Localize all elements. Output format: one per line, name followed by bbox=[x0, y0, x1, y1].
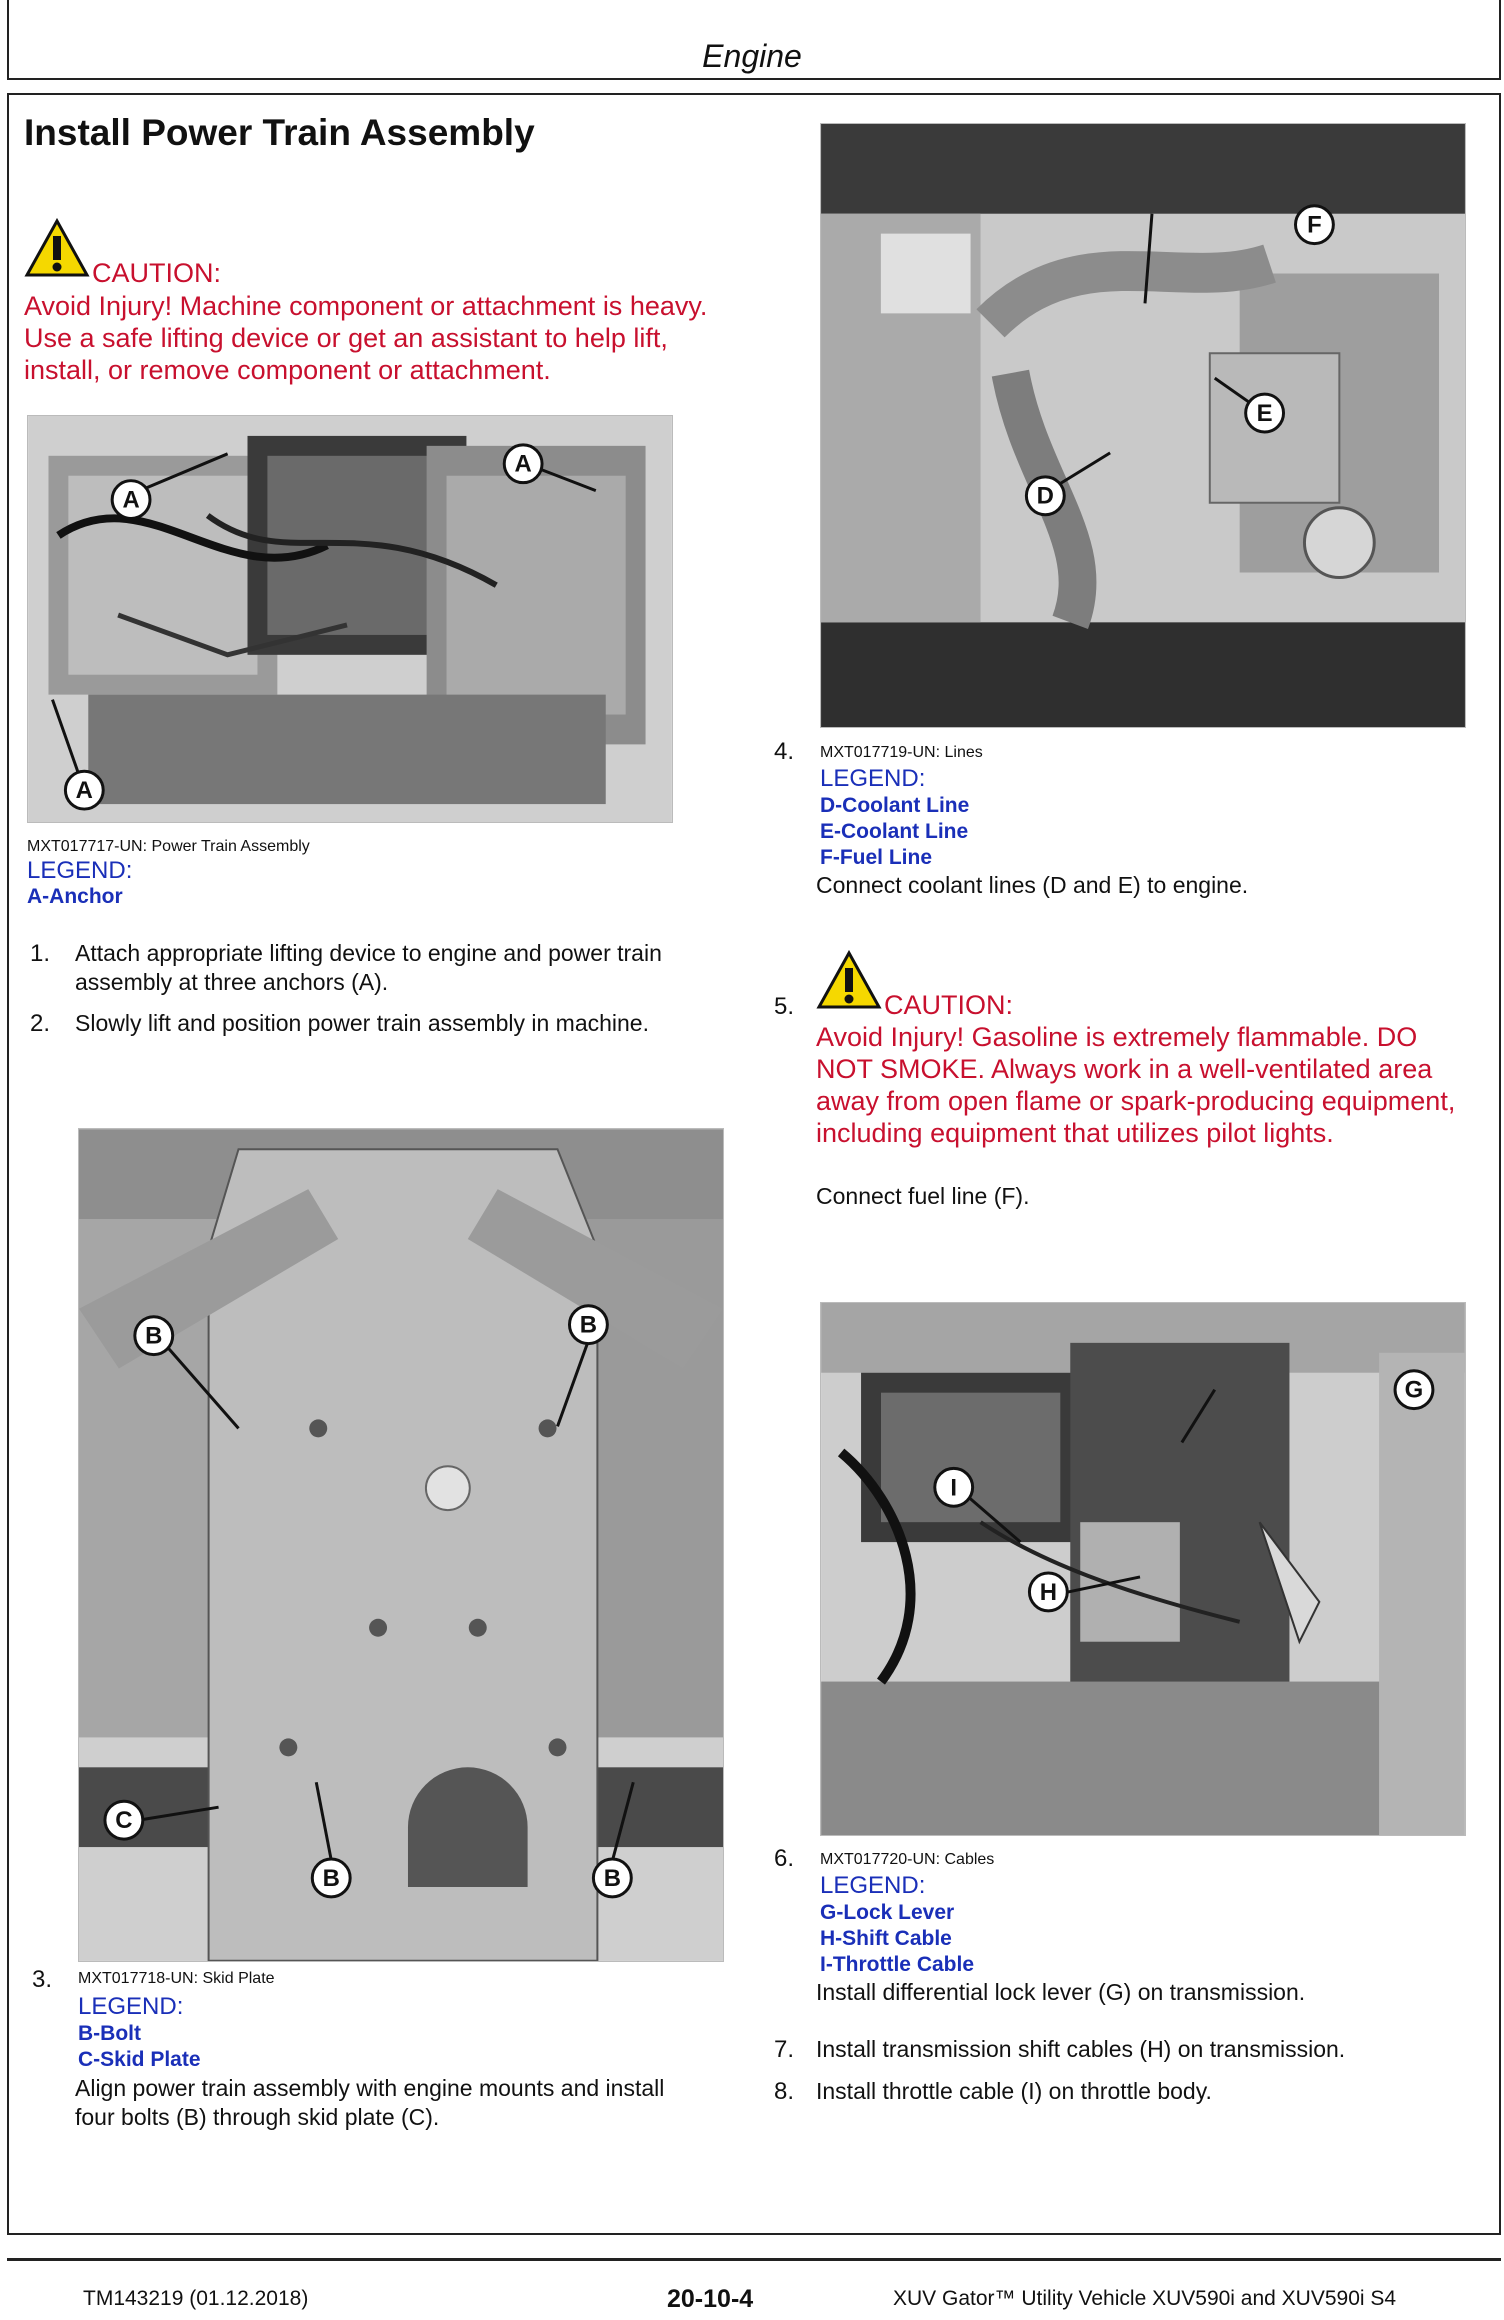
step-number: 8. bbox=[774, 2078, 795, 2105]
legend-item: E-Coolant Line bbox=[820, 820, 969, 843]
caution-line: install, or remove component or attachment. bbox=[24, 355, 551, 385]
caution-line: Avoid Injury! Gasoline is extremely flammable. DO bbox=[816, 1022, 1418, 1052]
step-line: Align power train assembly with engine mounts and install bbox=[75, 2075, 665, 2101]
figure-id: MXT017717-UN: Power Train Assembly bbox=[27, 838, 310, 855]
step-number: 6. bbox=[774, 1845, 795, 1872]
step-text: Connect fuel line (F). bbox=[816, 1183, 1030, 1209]
caution-line: NOT SMOKE. Always work in a well-ventilated area bbox=[816, 1054, 1433, 1084]
legend-title: LEGEND: bbox=[820, 765, 926, 792]
figure-id: MXT017720-UN: Cables bbox=[820, 1851, 995, 1868]
svg-text:F: F bbox=[1307, 211, 1322, 239]
page-header-title: Engine bbox=[702, 38, 802, 74]
caution-line: away from open flame or spark-producing equipment, bbox=[816, 1086, 1456, 1116]
caution-line: Avoid Injury! Machine component or attachment is heavy. bbox=[24, 291, 708, 321]
svg-text:D: D bbox=[1036, 482, 1054, 510]
footer-rule bbox=[7, 2258, 1501, 2261]
step-number: 7. bbox=[774, 2036, 795, 2063]
caution-line: including equipment that utilizes pilot lights. bbox=[816, 1118, 1334, 1148]
step-text: Install transmission shift cables (H) on transmission. bbox=[816, 2036, 1346, 2062]
step-number: 5. bbox=[774, 993, 795, 1020]
figure-skid-plate bbox=[78, 1128, 724, 1962]
skid-plate-illustration bbox=[79, 1129, 723, 1961]
figure-id: MXT017719-UN: Lines bbox=[820, 744, 983, 761]
caution-text bbox=[24, 290, 740, 386]
svg-text:B: B bbox=[322, 1864, 340, 1892]
warning-triangle-icon bbox=[24, 218, 90, 278]
step-number: 3. bbox=[32, 1966, 53, 1993]
caution-label: CAUTION: bbox=[92, 258, 222, 288]
figure-power-train-assembly bbox=[27, 415, 673, 823]
legend-item: G-Lock Lever bbox=[820, 1901, 955, 1924]
legend-item: F-Fuel Line bbox=[820, 846, 932, 869]
step-line: assembly at three anchors (A). bbox=[75, 969, 389, 995]
step-text bbox=[75, 2074, 745, 2132]
caution-line: Use a safe lifting device or get an assistant to help lift, bbox=[24, 323, 668, 353]
svg-text:A: A bbox=[514, 450, 532, 478]
svg-text:B: B bbox=[579, 1311, 598, 1339]
legend-item: H-Shift Cable bbox=[820, 1927, 952, 1950]
step-number: 2. bbox=[30, 1010, 51, 1037]
svg-text:E: E bbox=[1256, 400, 1273, 428]
step-text: Connect coolant lines (D and E) to engine. bbox=[816, 872, 1249, 898]
caution-text bbox=[816, 1021, 1482, 1149]
svg-text:G: G bbox=[1404, 1376, 1424, 1404]
legend-item: I-Throttle Cable bbox=[820, 1953, 975, 1976]
section-title: Install Power Train Assembly bbox=[24, 112, 535, 153]
legend-title: LEGEND: bbox=[27, 857, 133, 884]
step-text bbox=[75, 1009, 745, 1038]
caution-label: CAUTION: bbox=[884, 990, 1014, 1020]
svg-text:C: C bbox=[115, 1807, 133, 1835]
step-number: 1. bbox=[30, 940, 51, 967]
svg-text:A: A bbox=[75, 777, 93, 805]
coolant-lines-illustration bbox=[821, 124, 1465, 727]
legend-item: A-Anchor bbox=[27, 885, 123, 908]
svg-text:A: A bbox=[122, 486, 140, 514]
step-line: four bolts (B) through skid plate (C). bbox=[75, 2104, 440, 2130]
legend-title: LEGEND: bbox=[820, 1872, 926, 1899]
step-line: Attach appropriate lifting device to engine and power train bbox=[75, 940, 662, 966]
figure-cables bbox=[820, 1302, 1466, 1836]
footer-product: XUV Gator™ Utility Vehicle XUV590i and XUV590i S4 bbox=[893, 2287, 1397, 2310]
step-line: Slowly lift and position power train assembly in machine. bbox=[75, 1010, 649, 1036]
figure-lines bbox=[820, 123, 1466, 728]
svg-text:B: B bbox=[603, 1864, 621, 1892]
step-text bbox=[75, 939, 745, 997]
legend-item: C-Skid Plate bbox=[78, 2048, 201, 2071]
footer-page-number: 20-10-4 bbox=[667, 2285, 754, 2313]
legend-item: B-Bolt bbox=[78, 2022, 141, 2045]
warning-triangle-icon bbox=[816, 950, 882, 1010]
figure-id: MXT017718-UN: Skid Plate bbox=[78, 1970, 275, 1987]
svg-text:I: I bbox=[950, 1474, 958, 1502]
engine-illustration bbox=[28, 416, 672, 822]
step-number: 4. bbox=[774, 738, 795, 765]
cables-illustration bbox=[821, 1303, 1465, 1835]
step-text: Install throttle cable (I) on throttle body. bbox=[816, 2078, 1212, 2104]
legend-title: LEGEND: bbox=[78, 1993, 184, 2020]
step-text: Install differential lock lever (G) on transmission. bbox=[816, 1979, 1306, 2005]
footer-doc-id: TM143219 (01.12.2018) bbox=[83, 2287, 309, 2310]
svg-text:H: H bbox=[1039, 1578, 1057, 1606]
svg-text:B: B bbox=[145, 1322, 163, 1350]
legend-item: D-Coolant Line bbox=[820, 794, 970, 817]
